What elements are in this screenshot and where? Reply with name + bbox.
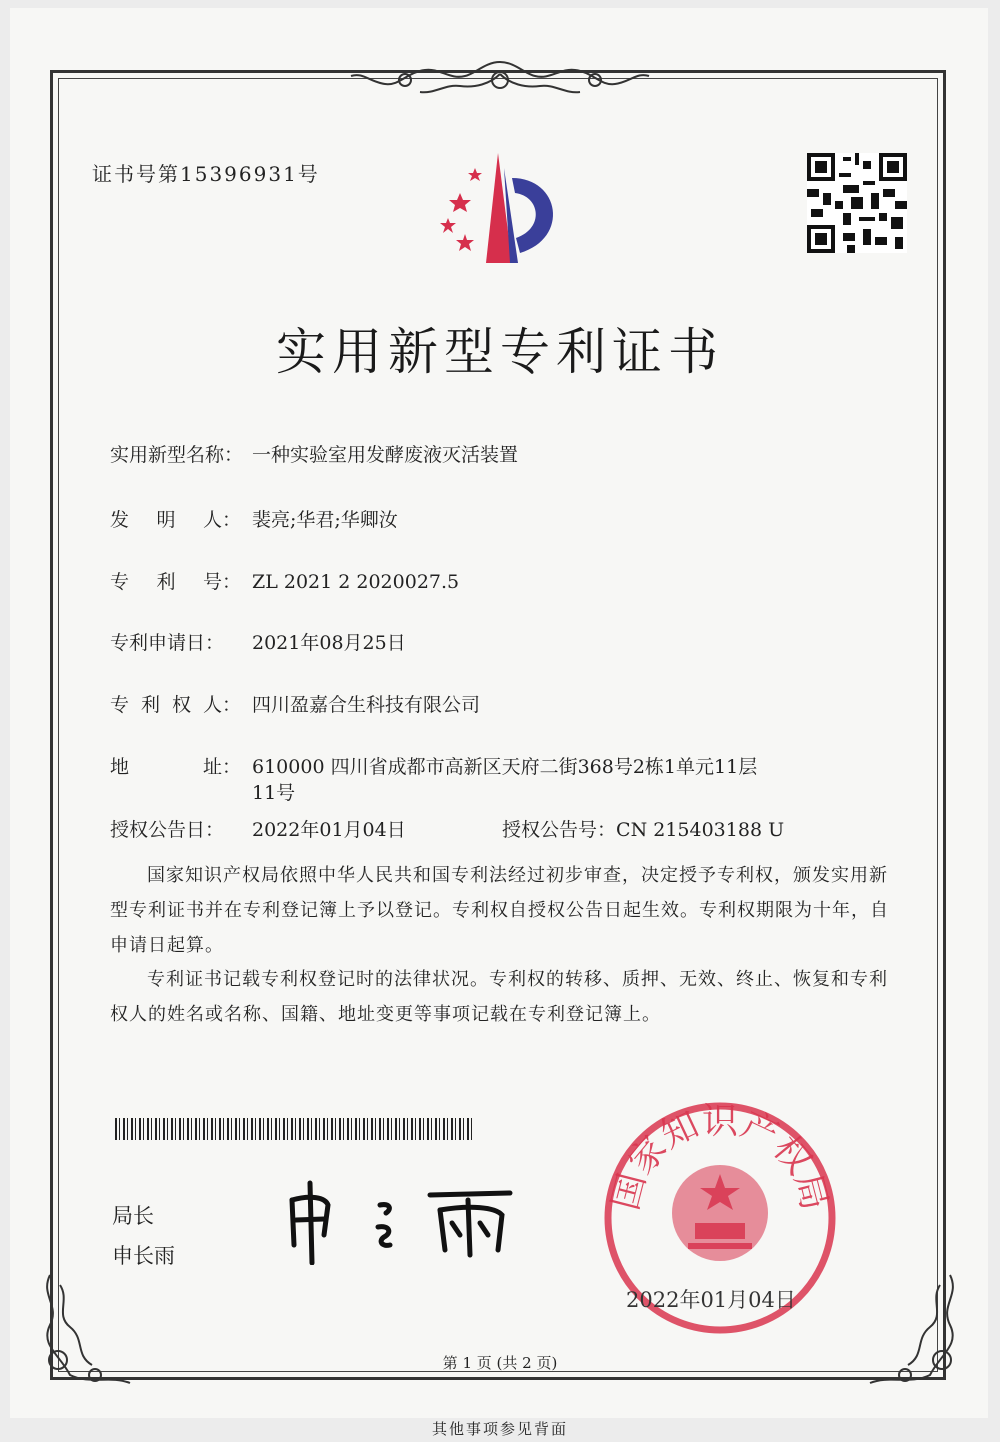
- field-apply-date-label: 专利申请日: [110, 632, 206, 654]
- director-name: 申长雨: [112, 1244, 175, 1268]
- paragraph-2: 专利证书记载专利权登记时的法律状况。专利权的转移、质押、无效、终止、恢复和专利权人的姓名或名称、国籍、地址变更等事项记载在专利登记簿上。: [110, 969, 888, 1025]
- label-char: 利: [140, 694, 160, 716]
- field-grant-date: 授权公告日： 2022年01月04日: [110, 819, 406, 841]
- field-grant-date-label: 授权公告日: [110, 819, 206, 841]
- label-char: 发: [110, 509, 130, 531]
- field-apply-date: 专利申请日： 2021年08月25日: [110, 632, 406, 654]
- field-holder-value: 四川盈嘉合生科技有限公司: [252, 694, 481, 716]
- field-patent-no-value: ZL 2021 2 2020027.5: [252, 571, 460, 593]
- field-grant-no-value: CN 215403188 U: [616, 819, 785, 841]
- field-patent-no: 专 利 号 ： ZL 2021 2 2020027.5: [110, 567, 459, 594]
- label-char: 人: [202, 694, 222, 716]
- handwritten-signature-icon: [280, 1175, 520, 1265]
- label-char: 专: [110, 571, 130, 593]
- label-char: 明: [156, 509, 176, 531]
- page-title: 实用新型专利证书: [276, 323, 724, 381]
- field-name-value: 一种实验室用发酵废液灭活装置: [252, 444, 519, 466]
- bottom-right-ornament-icon: [850, 1265, 970, 1395]
- top-ornament-icon: [345, 54, 655, 102]
- field-apply-date-value: 2021年08月25日: [252, 632, 406, 654]
- seal-date: 2022年01月04日: [626, 1288, 796, 1312]
- paragraph-1: 国家知识产权局依照中华人民共和国专利法经过初步审查，决定授予专利权，颁发实用新型专利证书并在专利登记簿上予以登记。专利权自授权公告日起生效。专利权期限为十年，自申请日起算。: [110, 865, 889, 956]
- label-char: 地: [110, 756, 130, 778]
- label-char: 人: [202, 509, 222, 531]
- field-address-value: 610000 四川省成都市高新区天府二街368号2栋1单元11层: [252, 756, 758, 778]
- field-name: 实用新型名称： 一种实验室用发酵废液灭活装置: [110, 444, 519, 466]
- label-char: 利: [156, 571, 176, 593]
- label-char: 专: [110, 694, 130, 716]
- page-number: 第 1 页 (共 2 页): [442, 1354, 558, 1372]
- field-inventor: 发 明 人 ： 裴亮;华君;华卿汝: [110, 505, 398, 532]
- bottom-left-ornament-icon: [30, 1265, 150, 1395]
- seal-text: 国家知识产权局: [605, 1101, 835, 1215]
- label-char: 址: [202, 756, 222, 778]
- field-holder: 专 利 权 人 ： 四川盈嘉合生科技有限公司: [110, 690, 480, 717]
- barcode-icon: [115, 1118, 475, 1140]
- label-char: 权: [171, 694, 191, 716]
- qr-code-icon: [807, 153, 907, 253]
- field-address: 地 址 ： 610000 四川省成都市高新区天府二街368号2栋1单元11层: [110, 752, 757, 779]
- field-grant-date-value: 2022年01月04日: [252, 819, 406, 841]
- field-name-label: 实用新型名称: [110, 444, 225, 466]
- footer-note: 其他事项参见背面: [431, 1420, 568, 1438]
- field-grant-no-label: 授权公告号: [502, 819, 598, 841]
- field-inventor-value: 裴亮;华君;华卿汝: [252, 509, 398, 531]
- certificate-number: 证书号第15396931号: [92, 162, 320, 186]
- director-title: 局长: [112, 1204, 154, 1228]
- field-grant-no: 授权公告号：CN 215403188 U: [502, 819, 785, 841]
- patent-office-logo-icon: [420, 148, 580, 273]
- label-char: 号: [202, 571, 222, 593]
- field-address-line2: 11号: [252, 782, 296, 804]
